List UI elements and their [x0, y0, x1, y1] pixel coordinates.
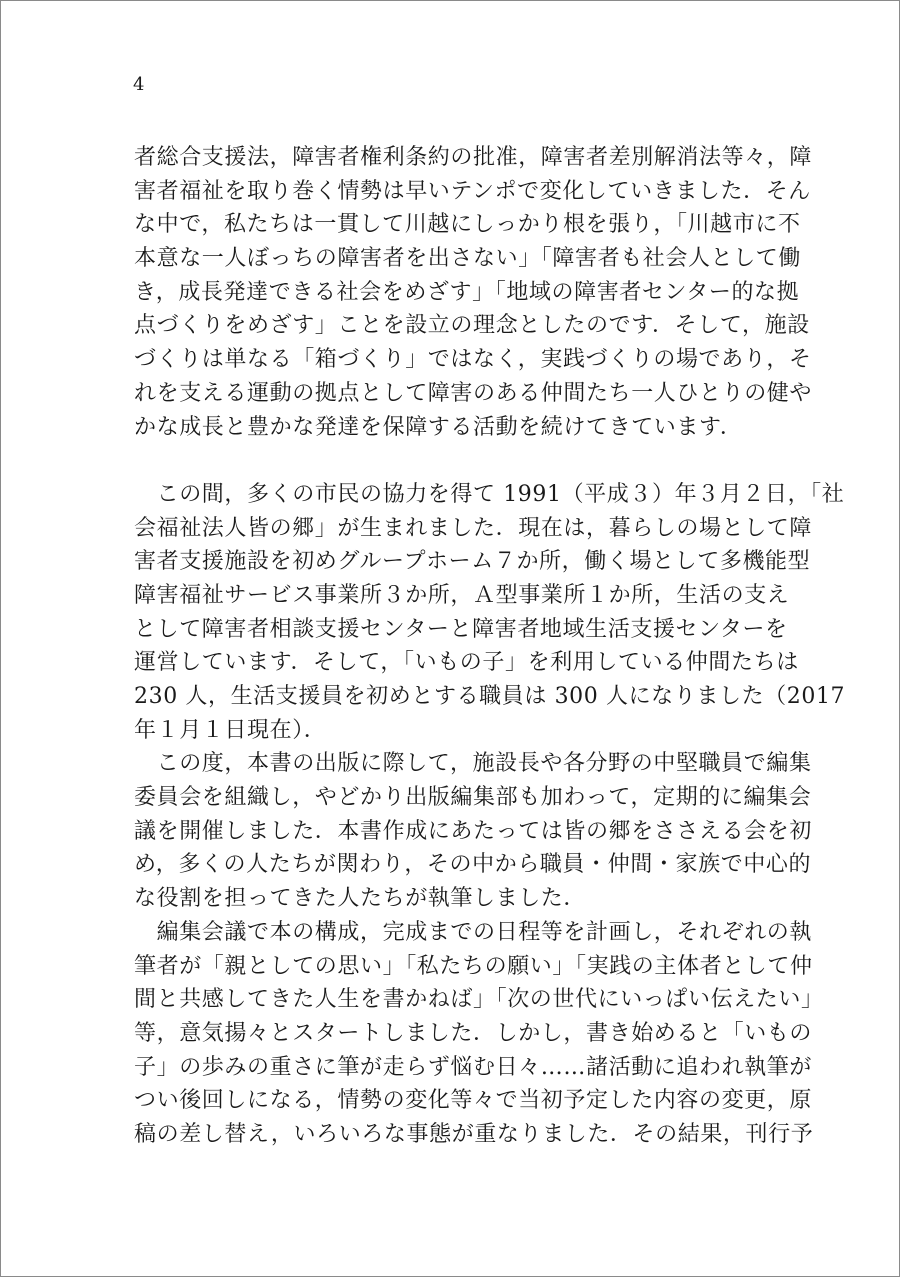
paragraph-2 — [134, 478, 846, 748]
text-line: き，成長発達できる社会をめざす」「地域の障害者センター的な拠 — [134, 279, 800, 305]
text-line: 子」の歩みの重さに筆が走らず悩む日々……諸活動に追われ執筆が — [134, 1054, 813, 1080]
text-line: 筆者が「親としての思い」「私たちの願い」「実践の主体者として仲 — [134, 953, 813, 979]
text-line: 間と共感してきた人生を書かねば」「次の世代にいっぱい伝えたい」 — [134, 987, 824, 1013]
paragraph-4 — [134, 916, 824, 1152]
text-line: れを支える運動の拠点として障害のある仲間たち一人ひとりの健や — [134, 380, 813, 406]
text-line: 運営しています．そして，「いもの子」を利用している仲間たちは — [134, 650, 799, 676]
text-line: この度，本書の出版に際して，施設長や各分野の中堅職員で編集 — [134, 751, 812, 777]
text-line: として障害者相談支援センターと障害者地域生活支援センターを — [134, 616, 788, 642]
text-line: 委員会を組織し，やどかり出版編集部も加わって，定期的に編集会 — [134, 785, 812, 811]
text-line: 者総合支援法，障害者権利条約の批准，障害者差別解消法等々，障 — [134, 145, 813, 170]
text-line: 議を開催しました．本書作成にあたっては皆の郷をささえる会を初 — [134, 818, 813, 844]
text-line: な中で，私たちは一貫して川越にしっかり根を張り，「川越市に不 — [134, 212, 801, 238]
text-line: 障害福祉サービス事業所３か所，Ａ型事業所１か所，生活の支え — [134, 582, 790, 608]
text-line: 本意な一人ぼっちの障害者を出さない」「障害者も社会人として働 — [134, 246, 802, 272]
text-line: 稿の差し替え，いろいろな事態が重なりました．その結果，刊行予 — [134, 1121, 814, 1147]
paragraph-3 — [134, 747, 813, 915]
text-line: 230 人，生活支援員を初めとする職員は 300 人になりました（2017 — [134, 684, 846, 709]
text-line: 等，意気揚々とスタートしました．しかし，書き始めると「いもの — [134, 1020, 813, 1046]
text-line: 害者福祉を取り巻く情勢は早いテンポで変化していきました．そん — [134, 178, 811, 204]
paragraph-1 — [134, 141, 813, 444]
text-line: め，多くの人たちが関わり，その中から職員・仲間・家族で中心的 — [134, 852, 812, 878]
text-line: 点づくりをめざす」ことを設立の理念としたのです．そして，施設 — [134, 313, 810, 339]
text-line: この間，多くの市民の協力を得て 1991（平成３）年３月２日，「社 — [134, 481, 845, 507]
text-line: つい後回しになる，情勢の変化等々で当初予定した内容の変更，原 — [134, 1088, 813, 1114]
text-line: 編集会議で本の構成，完成までの日程等を計画し，それぞれの執 — [134, 919, 813, 945]
text-line: 害者支援施設を初めグループホーム７か所，働く場として多機能型 — [134, 549, 811, 575]
paragraph-gap — [134, 444, 774, 478]
body-text — [134, 141, 846, 1152]
text-line: づくりは単なる「箱づくり」ではなく，実践づくりの場であり，そ — [134, 347, 812, 373]
text-line: 会福祉法人皆の郷」が生まれました．現在は，暮らしの場として障 — [134, 515, 813, 541]
page-number: 4 — [133, 74, 145, 95]
text-line: 年１月１日現在）． — [134, 717, 327, 743]
text-line: かな成長と豊かな発達を保障する活動を続けてきています． — [134, 414, 743, 440]
text-line: な役割を担ってきた人たちが執筆しました． — [134, 886, 587, 912]
